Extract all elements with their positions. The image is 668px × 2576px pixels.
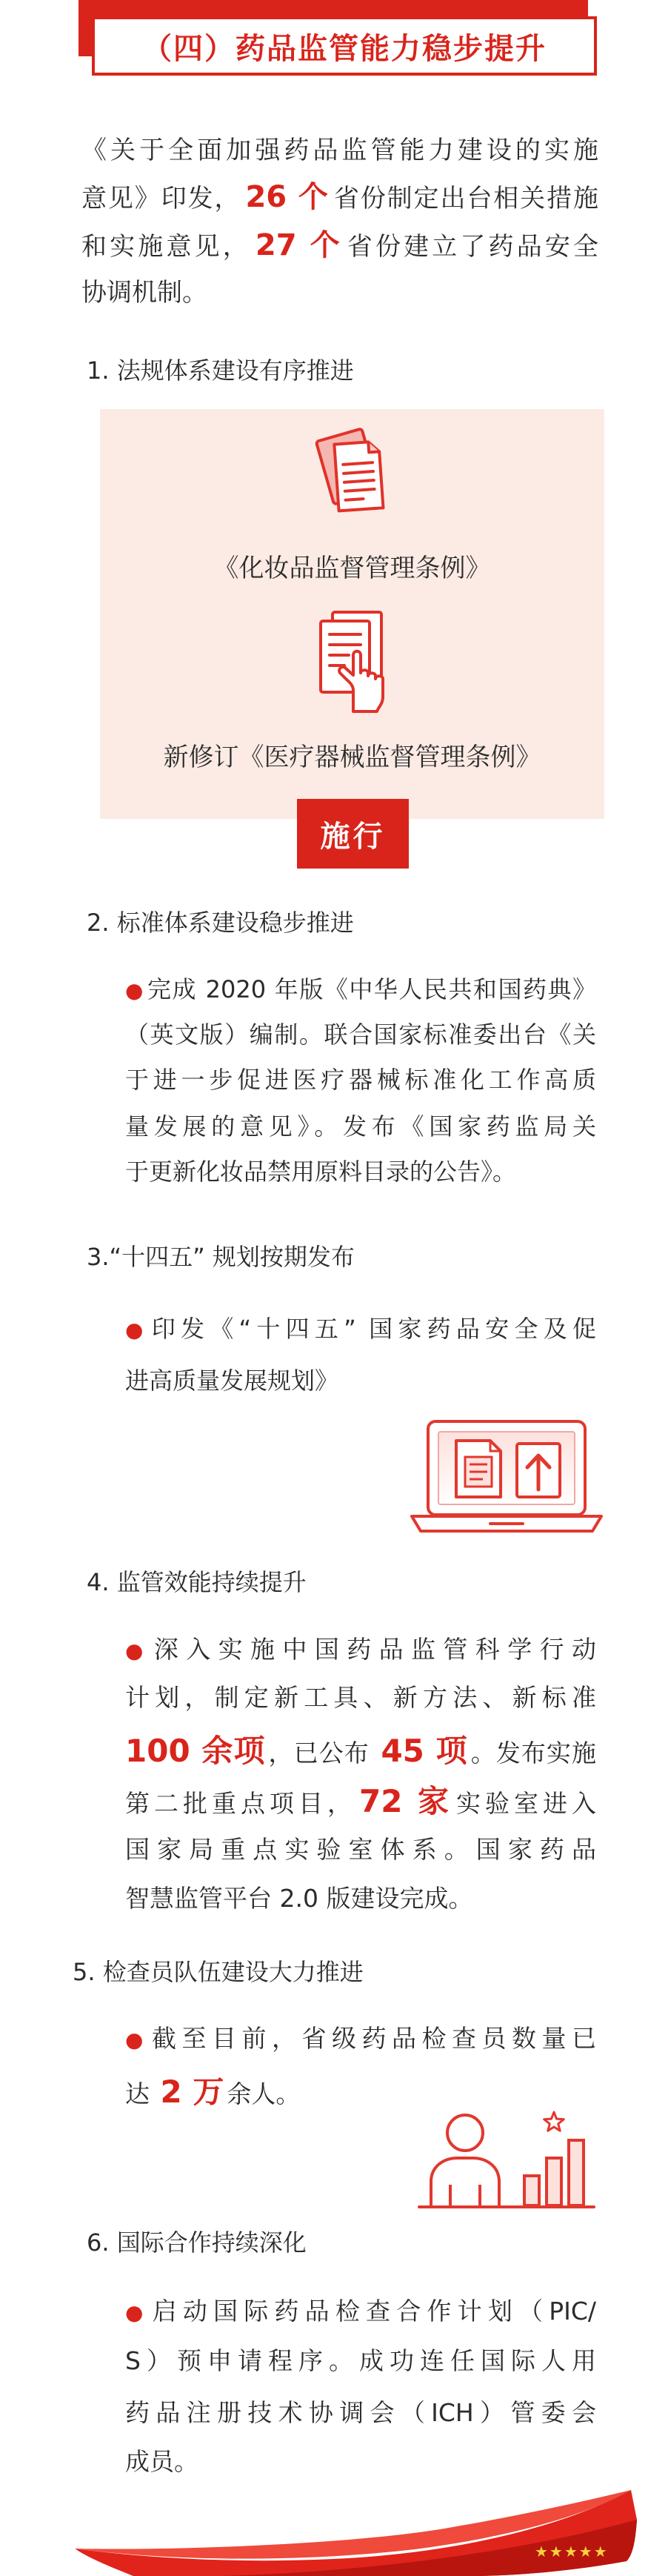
ribbon-decoration	[0, 2490, 668, 2576]
bullet-line: ● 完成 2020 年版《中华人民共和国药典》	[125, 975, 596, 1003]
section-heading-6: 6. 国际合作持续深化	[87, 2228, 307, 2257]
bullet-line: S）预申请程序。成功连任国际人用	[125, 2346, 596, 2375]
highlight-number: 72 家	[358, 1783, 454, 1819]
stars-decoration: ★★★★★	[535, 2543, 609, 2560]
bullet-line: 100 余项 ，已公布 45 项 。发布实施	[125, 1733, 597, 1769]
bullet-line: 智慧监管平台 2.0 版建设完成。	[125, 1884, 473, 1913]
bullet-line: 第二批重点项目，72 家 实验室进入	[125, 1783, 597, 1819]
person-chart-icon	[409, 2105, 604, 2212]
bullet-line: 药品注册技术协调会（ICH）管委会	[125, 2398, 596, 2427]
highlight-number: 27 个	[255, 228, 343, 262]
effective-badge: 施行	[297, 799, 409, 869]
bullet-line: 计划，制定新工具、新方法、新标准	[125, 1683, 596, 1712]
document-stack-icon	[308, 424, 397, 520]
section-heading-3: 3.“十四五” 规划按期发布	[87, 1243, 355, 1271]
section-title: （四）药品监管能力稳步提升	[142, 31, 547, 66]
highlight-number: 45 项	[381, 1733, 468, 1769]
bullet-line: 达 2 万 余人。	[125, 2074, 301, 2110]
bullet-line: 量发展的意见》。发布《国家药监局关	[125, 1112, 596, 1141]
intro-line: 《关于全面加强药品监管能力建设的实施	[81, 136, 598, 165]
bullet-line: 国家局重点实验室体系。国家药品	[125, 1835, 596, 1864]
bullet-line: ● 深入实施中国药品监管科学行动	[125, 1635, 597, 1664]
bullet-dot: ●	[125, 1318, 149, 1342]
bullet-line: 于更新化妆品禁用原料目录的公告》。	[125, 1158, 517, 1186]
section-heading-5: 5. 检查员队伍建设大力推进	[73, 1958, 364, 1986]
bullet-line: ● 印发《“十四五” 国家药品安全及促	[125, 1315, 596, 1343]
bullet-line: 于进一步促进医疗器械标准化工作高质	[125, 1066, 596, 1094]
regulation-caption: 《化妆品监督管理条例》	[213, 554, 491, 583]
bullet-line: 进高质量发展规划》	[125, 1367, 339, 1395]
section-heading-2: 2. 标准体系建设稳步推进	[87, 909, 354, 937]
bullet-dot: ●	[125, 1639, 151, 1663]
highlight-number: 100 余项	[125, 1733, 266, 1769]
bullet-dot: ●	[125, 2300, 150, 2325]
section-heading-4: 4. 监管效能持续提升	[87, 1568, 307, 1596]
intro-line: 和实施意见， 27 个 省份建立了药品安全	[81, 228, 598, 262]
bullet-dot: ●	[125, 978, 144, 1003]
section-title-box	[92, 16, 597, 76]
section-heading-1: 1. 法规体系建设有序推进	[87, 356, 354, 385]
bullet-line: 成员。	[125, 2447, 198, 2476]
regulation-caption: 新修订《医疗器械监督管理条例》	[163, 743, 541, 772]
highlight-number: 2 万	[160, 2074, 224, 2110]
laptop-upload-icon	[409, 1417, 604, 1536]
intro-line: 协调机制。	[81, 278, 207, 308]
bullet-line: ● 启动国际药品检查合作计划（PIC/	[125, 2297, 597, 2326]
document-hand-icon	[312, 609, 393, 714]
intro-line: 意见》印发， 26 个 省份制定出台相关措施	[81, 180, 598, 214]
bullet-line: （英文版）编制。联合国家标准委出台《关	[125, 1020, 596, 1049]
bullet-dot: ●	[125, 2028, 149, 2052]
highlight-number: 26 个	[245, 180, 330, 214]
bullet-line: ● 截至目前，省级药品检查员数量已	[125, 2024, 596, 2053]
